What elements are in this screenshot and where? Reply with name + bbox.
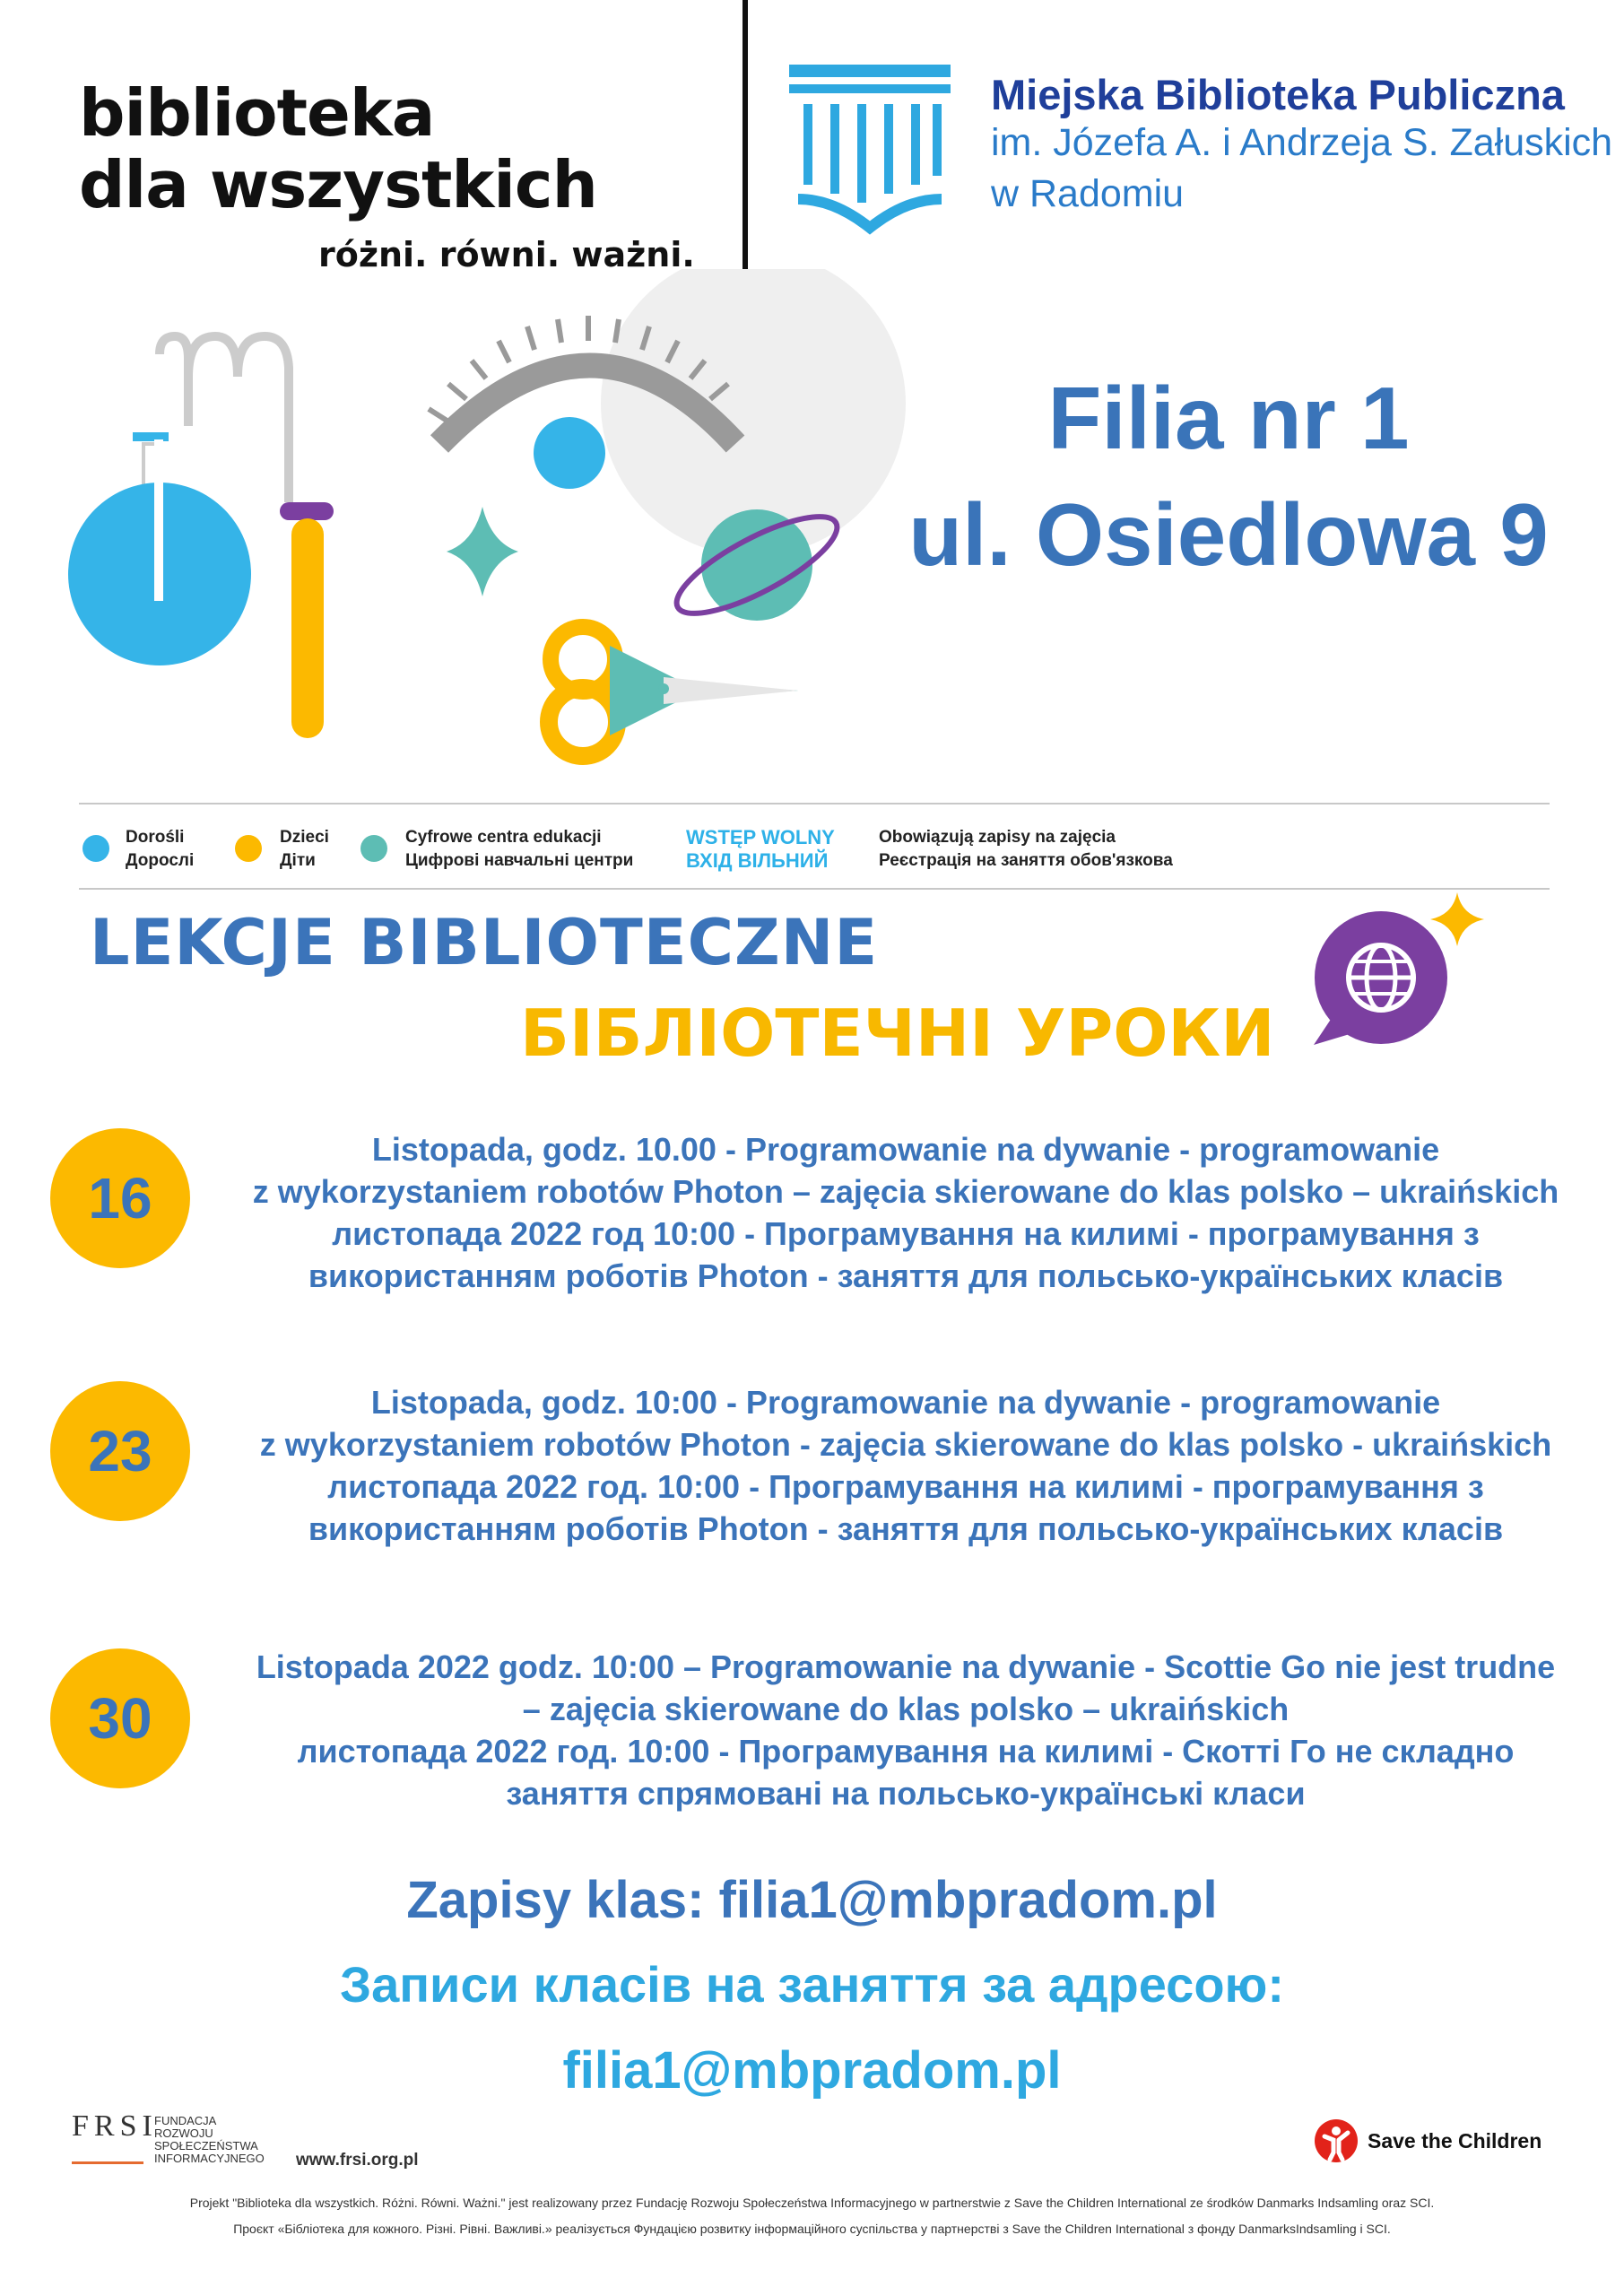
library-subtitle-2: w Radomiu <box>991 172 1185 215</box>
event-2-line-1: Listopada, godz. 10:00 - Programowanie na dywanie - programowanie <box>370 1384 1441 1421</box>
event-2-text <box>206 1381 1605 1550</box>
eye-pupil <box>534 417 605 489</box>
legend-reg-pl: Obowiązują zapisy na zajęcia <box>879 828 1116 847</box>
event-1-text <box>206 1128 1605 1297</box>
legend-adults-ua: Дорослі <box>126 851 195 870</box>
event-1-line-3: листопада 2022 год 10:00 - Програмування на килимі - програмування з <box>332 1215 1480 1252</box>
frsi-name: FUNDACJA ROZWOJU SPOŁECZEŃSTWA INFORMACYJNEGO <box>154 2114 265 2165</box>
science-illustration <box>54 269 915 771</box>
legend-registration <box>879 826 1173 873</box>
event-2-line-3: листопада 2022 год. 10:00 - Програмування на килимі - програмування з <box>327 1468 1484 1505</box>
section-title-pl: LEKCJE BIBLIOTECZNE <box>90 906 879 979</box>
test-tube-icon <box>291 518 324 738</box>
legend-reg-ua: Реєстрація на заняття обов'язкова <box>879 851 1173 870</box>
registration-email-link[interactable]: filia1@mbpradom.pl <box>562 2041 1062 2100</box>
legend-free-entry <box>686 826 835 873</box>
legend-children-ua: Діти <box>280 851 316 870</box>
legend-digital <box>405 826 633 873</box>
frsi-logo-bar <box>72 2161 143 2164</box>
event-1-date: 16 <box>50 1128 190 1268</box>
logo-line-2: dla wszystkich <box>79 147 597 222</box>
frsi-logo: FRSI <box>72 2109 158 2143</box>
footer-note-pl: Projekt "Biblioteka dla wszystkich. Różni. Równi. Ważni." jest realizowany przez Fundację Rozwoju Społeczeństwa Informacyjnego w partnerstwie z Save the Children International ze środków Danmarks Indsamling oraz SCI. <box>189 2196 1435 2210</box>
save-the-children-label: Save the Children <box>1368 2128 1542 2152</box>
legend-digital-ua: Цифрові навчальні центри <box>405 851 634 870</box>
branch-address: ul. Osiedlowa 9 <box>908 485 1549 584</box>
registration-ua: Записи класів на заняття за адресою: <box>339 1956 1284 2013</box>
event-1-line-4: використанням роботів Photon - заняття для польсько-українських класів <box>308 1257 1504 1294</box>
library-subtitle-1: im. Józefa A. i Andrzeja S. Załuskich <box>991 121 1613 164</box>
registration-pl: Zapisy klas: filia1@mbpradom.pl <box>406 1871 1218 1929</box>
event-2-line-4: використанням роботів Photon - заняття для польсько-українських класів <box>308 1510 1504 1547</box>
legend-free-ua: ВХІД ВІЛЬНИЙ <box>686 849 829 872</box>
event-3-date: 30 <box>50 1648 190 1788</box>
globe-chat-icon <box>1305 874 1493 1054</box>
planet-icon <box>701 509 812 621</box>
legend-top-rule <box>79 803 1550 804</box>
event-1-line-2: z wykorzystaniem robotów Photon – zajęcia skierowane do klas polsko – ukraińskich <box>252 1173 1559 1210</box>
save-the-children-logo <box>1314 2118 1541 2163</box>
save-the-children-icon <box>1314 2118 1359 2163</box>
event-1-line-1: Listopada, godz. 10.00 - Programowanie na dywanie - programowanie <box>371 1131 1440 1168</box>
children-dot-icon <box>235 835 262 862</box>
event-3-text <box>206 1646 1605 1814</box>
legend-free-pl: WSTĘP WOLNY <box>686 826 835 848</box>
event-3-line-3: листопада 2022 год. 10:00 - Програмування на килимі - Скотті Го не складно <box>297 1733 1515 1770</box>
legend-children-pl: Dzieci <box>280 828 329 847</box>
adults-dot-icon <box>83 835 109 862</box>
logo-tagline: różni. równi. ważni. <box>318 235 695 274</box>
legend-adults <box>126 826 194 873</box>
footer-note-ua: Проєкт «Бібліотека для кожного. Різні. Рівні. Важливі.» реалізується Фундацією розвитку інформаційного суспільства у партнерстві з Save the Children International з фонду DanmarksIndsamling i SCI. <box>233 2222 1391 2236</box>
sparkle-icon <box>447 507 518 596</box>
digital-dot-icon <box>360 835 387 862</box>
event-2-line-2: z wykorzystaniem robotów Photon - zajęcia skierowane do klas polsko - ukraińskich <box>259 1426 1552 1463</box>
branch-title: Filia nr 1 <box>1047 369 1410 467</box>
logo-line-1: biblioteka <box>79 75 435 151</box>
legend-adults-pl: Dorośli <box>126 828 185 847</box>
event-3-line-1: Listopada 2022 godz. 10:00 – Programowanie na dywanie - Scottie Go nie jest trudne <box>256 1648 1556 1685</box>
library-columns-icon <box>789 65 951 244</box>
legend-digital-pl: Cyfrowe centra edukacji <box>405 828 602 847</box>
event-2-date: 23 <box>50 1381 190 1521</box>
event-3-line-4: заняття спрямовані на польсько-українські класи <box>506 1775 1306 1812</box>
legend-children <box>280 826 329 873</box>
frsi-url-link[interactable]: www.frsi.org.pl <box>296 2151 419 2170</box>
event-3-line-2: – zajęcia skierowane do klas polsko – ukraińskich <box>522 1691 1290 1727</box>
library-name: Miejska Biblioteka Publiczna <box>991 71 1565 118</box>
section-title-ua: БІБЛІОТЕЧНІ УРОКИ <box>520 996 1275 1071</box>
